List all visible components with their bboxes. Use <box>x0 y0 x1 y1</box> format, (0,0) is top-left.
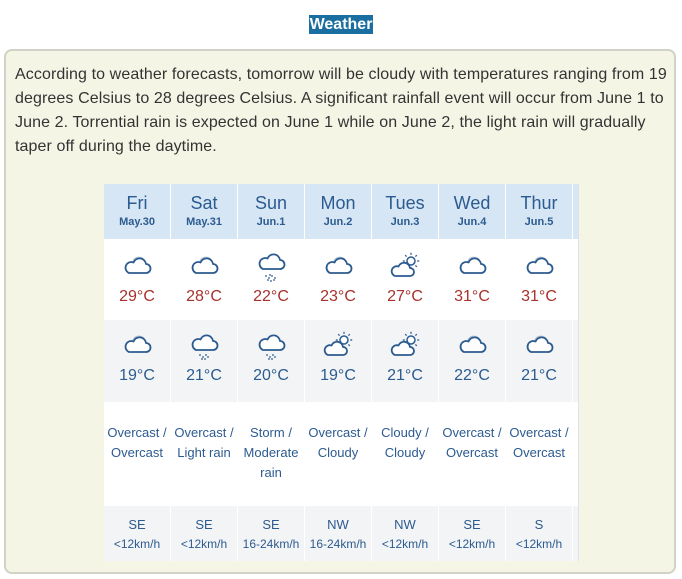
high-temperature: 29°C <box>119 288 155 305</box>
day-date: Jun.1 <box>256 216 286 228</box>
day-header <box>439 184 505 239</box>
day-name: Fri <box>126 193 148 213</box>
day-header <box>104 184 170 239</box>
weather-panel <box>4 49 676 574</box>
cloud-icon <box>120 249 154 283</box>
condition-text: Overcast / Cloudy <box>308 425 368 460</box>
condition-text: Cloudy / Cloudy <box>381 425 429 460</box>
cloud-icon <box>455 328 489 362</box>
title-wrap <box>0 15 682 34</box>
forecast-column <box>372 184 439 561</box>
wind-speed: <12km/h <box>113 537 161 551</box>
condition-text: Overcast / Overcast <box>442 425 502 460</box>
wind-cell <box>104 506 170 561</box>
condition-text: Overcast / Overcast <box>107 425 167 460</box>
night-weather-cell <box>171 320 237 402</box>
rain-icon <box>187 328 221 362</box>
condition-cell <box>171 402 237 506</box>
forecast-column <box>238 184 305 561</box>
day-name: Sun <box>254 193 288 213</box>
high-temperature: 31°C <box>521 288 557 305</box>
day-name: Thur <box>520 193 558 213</box>
day-name: Mon <box>320 193 356 213</box>
day-weather-cell <box>305 239 371 320</box>
night-weather-cell <box>439 320 505 402</box>
wind-direction: SE <box>128 517 146 532</box>
day-header <box>238 184 304 239</box>
wind-cell <box>305 506 371 561</box>
day-name: Wed <box>453 193 491 213</box>
day-name: Tues <box>385 193 425 213</box>
cloud-icon <box>522 249 556 283</box>
forecast-column <box>104 184 171 561</box>
wind-cell <box>439 506 505 561</box>
wind-speed: <12km/h <box>381 537 429 551</box>
sun-cloud-icon <box>321 328 355 362</box>
forecast-description: According to weather forecasts, tomorrow will be cloudy with temperatures ranging from 19 degrees Celsius to 28 degrees Celsius. A significant rainfall event will occur from June 1 to June 2. Torrential rain is expected on June 1 while on June 2, the light rain will gradually taper off during the daytime. <box>15 66 667 155</box>
wind-speed: 16-24km/h <box>309 537 367 551</box>
low-temperature: 22°C <box>454 367 490 384</box>
day-date: Jun.5 <box>524 216 554 228</box>
condition-text: Storm / Moderate rain <box>243 425 299 480</box>
day-header <box>372 184 438 239</box>
wind-cell <box>171 506 237 561</box>
high-temperature: 22°C <box>253 288 289 305</box>
day-date: Jun.4 <box>457 216 487 228</box>
day-name: Sat <box>190 193 218 213</box>
day-weather-cell <box>238 239 304 320</box>
high-temperature: 31°C <box>454 288 490 305</box>
wind-speed: <12km/h <box>515 537 563 551</box>
condition-cell <box>372 402 438 506</box>
low-temperature: 21°C <box>521 367 557 384</box>
forecast-column <box>506 184 573 561</box>
high-temperature: 23°C <box>320 288 356 305</box>
condition-cell <box>104 402 170 506</box>
low-temperature: 20°C <box>253 367 289 384</box>
day-header <box>506 184 572 239</box>
condition-text: Overcast / Overcast <box>509 425 569 460</box>
night-weather-cell <box>372 320 438 402</box>
wind-cell <box>372 506 438 561</box>
day-date: May.31 <box>186 216 222 228</box>
high-temperature: 28°C <box>186 288 222 305</box>
condition-cell <box>439 402 505 506</box>
day-weather-cell <box>104 239 170 320</box>
cloud-icon <box>120 328 154 362</box>
day-weather-cell <box>171 239 237 320</box>
day-date: Jun.2 <box>323 216 353 228</box>
condition-cell <box>305 402 371 506</box>
day-date: May.30 <box>119 216 155 228</box>
cloud-icon <box>187 249 221 283</box>
condition-text: Overcast / Light rain <box>174 425 234 460</box>
wind-cell <box>238 506 304 561</box>
forecast-column <box>439 184 506 561</box>
cloud-icon <box>321 249 355 283</box>
wind-direction: NW <box>394 517 416 532</box>
night-weather-cell <box>238 320 304 402</box>
day-weather-cell <box>506 239 572 320</box>
table-overflow-edge <box>573 184 578 561</box>
day-weather-cell <box>439 239 505 320</box>
day-header <box>171 184 237 239</box>
low-temperature: 19°C <box>320 367 356 384</box>
low-temperature: 21°C <box>387 367 423 384</box>
night-weather-cell <box>506 320 572 402</box>
wind-direction: SE <box>463 517 481 532</box>
forecast-column <box>305 184 372 561</box>
condition-cell <box>506 402 572 506</box>
wind-direction: S <box>534 517 544 532</box>
wind-direction: SE <box>195 517 213 532</box>
day-weather-cell <box>372 239 438 320</box>
day-date: Jun.3 <box>390 216 420 228</box>
rain-icon <box>254 328 288 362</box>
wind-speed: <12km/h <box>448 537 496 551</box>
low-temperature: 19°C <box>119 367 155 384</box>
page-title: Weather <box>309 16 373 33</box>
forecast-table <box>104 184 579 561</box>
night-weather-cell <box>305 320 371 402</box>
forecast-column <box>171 184 238 561</box>
day-header <box>305 184 371 239</box>
wind-cell <box>506 506 572 561</box>
condition-cell <box>238 402 304 506</box>
wind-speed: 16-24km/h <box>242 537 300 551</box>
cloud-icon <box>522 328 556 362</box>
sun-cloud-icon <box>388 328 422 362</box>
low-temperature: 21°C <box>186 367 222 384</box>
wind-speed: <12km/h <box>180 537 228 551</box>
wind-direction: SE <box>262 517 280 532</box>
wind-direction: NW <box>327 517 349 532</box>
high-temperature: 27°C <box>387 288 423 305</box>
heavy-rain-icon <box>254 249 288 283</box>
sun-cloud-icon <box>388 249 422 283</box>
night-weather-cell <box>104 320 170 402</box>
cloud-icon <box>455 249 489 283</box>
